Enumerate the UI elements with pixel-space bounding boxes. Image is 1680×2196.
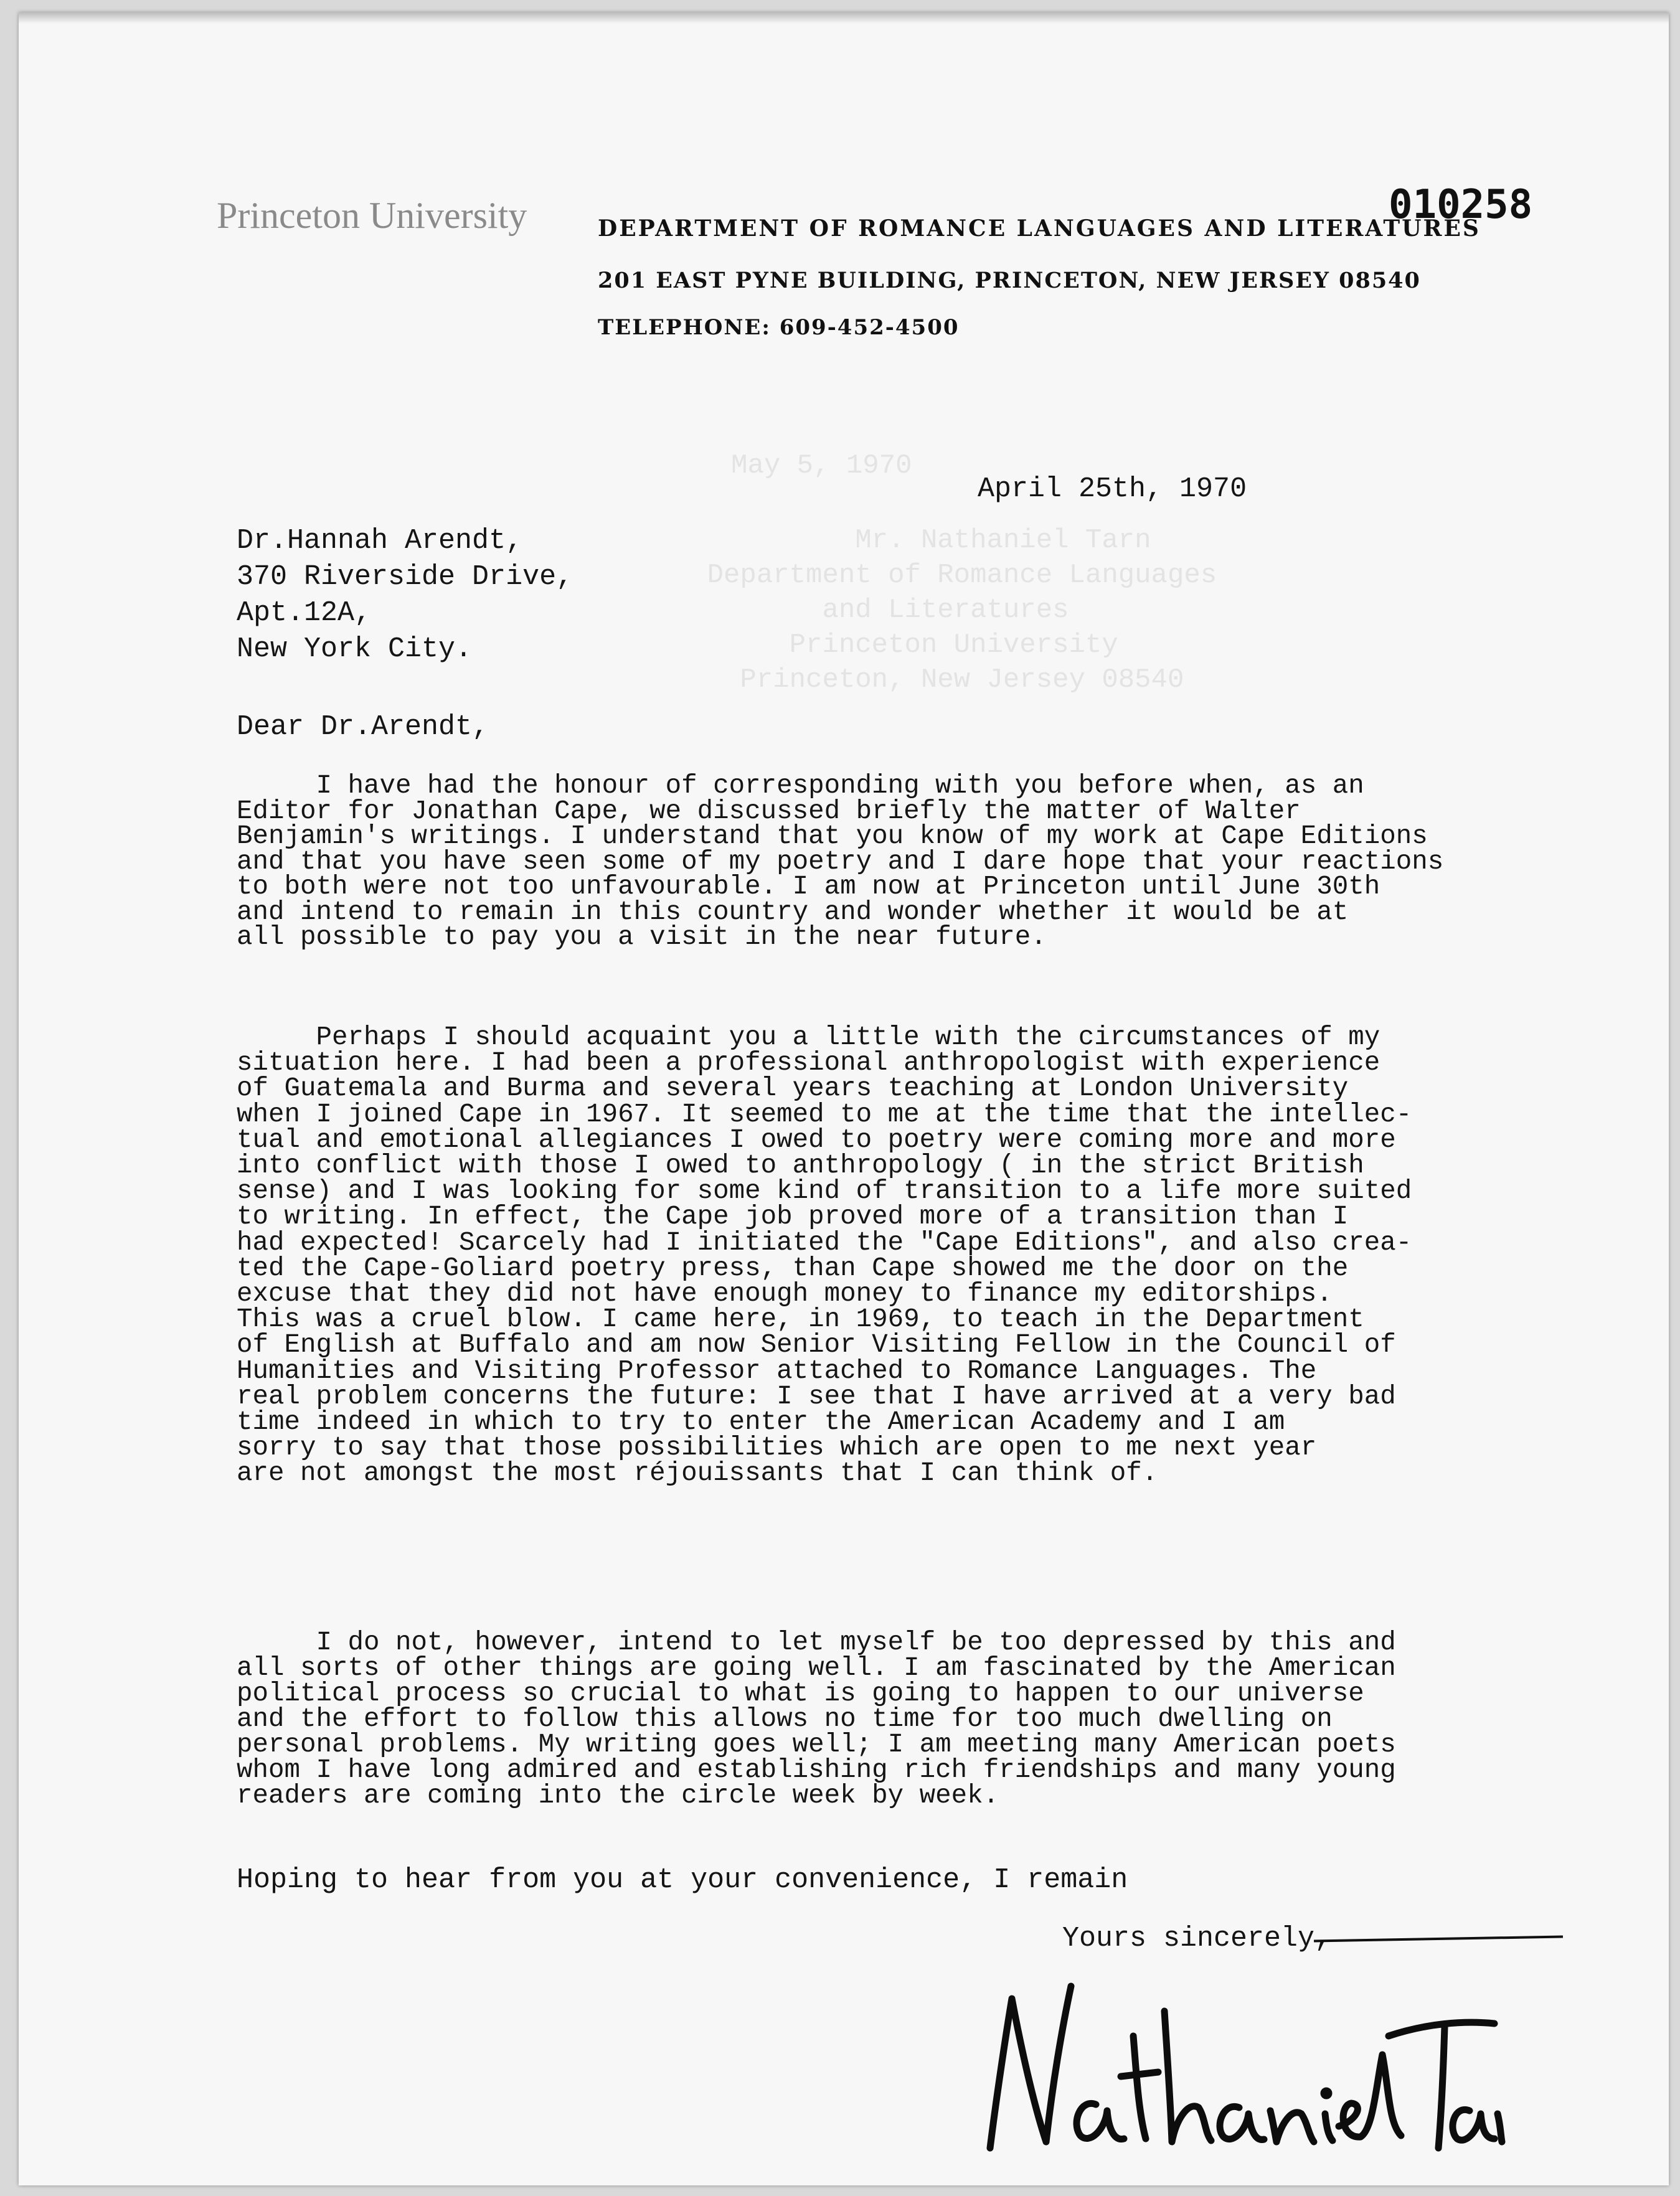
department-address: 201 EAST PYNE BUILDING, PRINCETON, NEW JERSEY 08540 (598, 268, 1421, 293)
bleed-through-text: May 5, 1970 (567, 450, 912, 481)
department-telephone: TELEPHONE: 609-452-4500 (598, 315, 960, 340)
letter-date: April 25th, 1970 (978, 473, 1247, 505)
valediction: Yours sincerely, (1062, 1923, 1332, 1954)
recipient-line: New York City. (237, 633, 473, 665)
university-logo: Princeton University (217, 195, 527, 236)
letter-page (19, 12, 1669, 2185)
bleed-through-text: Mr. Nathaniel Tarn Department of Romance Languages and Literatures Princeton University Princeton, New Jersey 08540 (707, 525, 1217, 695)
recipient-line: 370 Riverside Drive, (237, 561, 573, 593)
recipient-line: Dr.Hannah Arendt, (237, 525, 523, 557)
document-number: 010258 (1389, 182, 1533, 228)
department-name: DEPARTMENT OF ROMANCE LANGUAGES AND LITERATURES (598, 215, 1481, 242)
recipient-line: Apt.12A, (237, 597, 372, 629)
body-paragraph: I have had the honour of corresponding with you before when, as an Editor for Jonathan Cape, we discussed briefly the matter of Walter Benjamin's writings. I understand that you know of my work at Cape Editions and that you have seen some of my poetry and I dare hope that your reactions to both were not too unfavourable. I am now at Princeton until June 30th and intend to remain in this country and wonder whether it would be at all possible to pay you a visit in the near future. (237, 771, 1444, 952)
handwritten-signature (953, 1961, 1513, 2167)
closing-line: Hoping to hear from you at your convenience, I remain (237, 1864, 1128, 1896)
recipient-address (237, 523, 573, 667)
signature-text: Nathaniel Tarn (953, 1961, 956, 1962)
salutation: Dear Dr.Arendt, (237, 711, 489, 743)
body-paragraph: Perhaps I should acquaint you a little with the circumstances of my situation here. I had been a professional anthropologist with experience of Guatemala and Burma and several years teaching at London University when I joined Cape in 1967. It seemed to me at the time that the intellec- tual and emotional allegiances I owed to poetry were coming more and more into conflict with those I owed to anthropology ( in the strict British sense) and I was looking for some kind of transition to a life more suited to writing. In effect, the Cape job proved more of a transition than I had expected! Scarcely had I initiated the "Cape Editions", and also crea- ted the Cape-Goliard poetry press, than Cape showed me the door on the excuse that they did not have enough money to finance my editorships. This was a cruel blow. I came here, in 1969, to teach in the Department of English at Buffalo and am now Senior Visiting Fellow in the Council of Humanities and Visiting Professor attached to Romance Languages. The real problem concerns the future: I see that I have arrived at a very bad time indeed in which to try to enter the American Academy and I am sorry to say that those possibilities which are open to me next year are not amongst the most réjouissants that I can think of. (237, 1022, 1412, 1489)
signature-stroke (1314, 1936, 1563, 1943)
body-paragraph: I do not, however, intend to let myself be too depressed by this and all sorts of other things are going well. I am fascinated by the American political process so crucial to what is going to happen to our universe and the effort to follow this allows no time for too much dwelling on personal problems. My writing goes well; I am meeting many American poets whom I have long admired and establishing rich friendships and many young readers are coming into the circle week by week. (237, 1628, 1396, 1811)
